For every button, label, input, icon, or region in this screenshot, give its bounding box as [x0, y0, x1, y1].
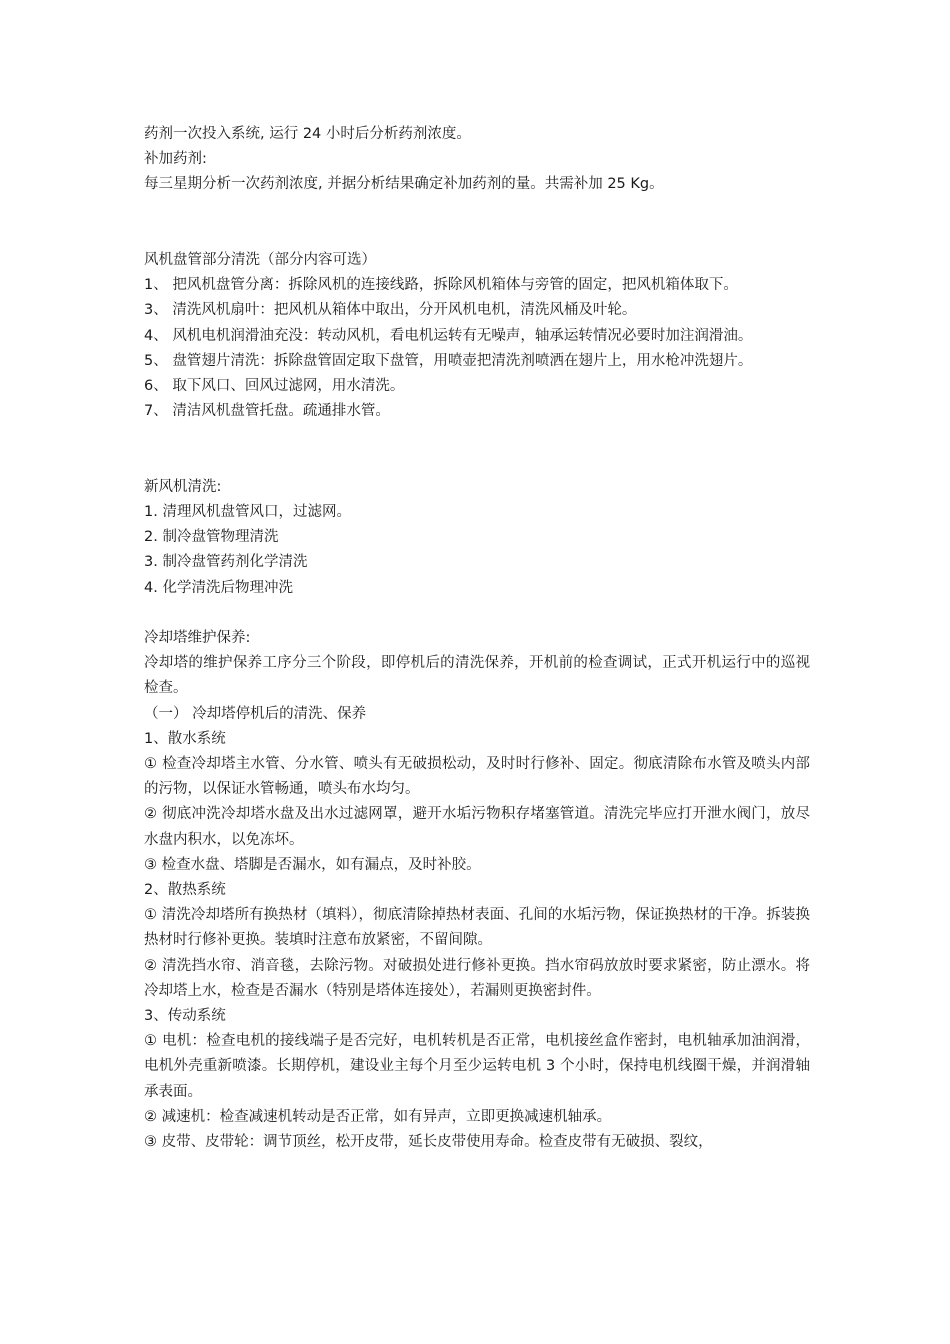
spacer — [144, 601, 810, 626]
tower-spray-item-2: ② 彻底冲洗冷却塔水盘及出水过滤网罩，避开水垢污物积存堵塞管道。清洗完毕应打开泄水阀门，放尽水盘内积水，以免冻坏。 — [144, 806, 810, 848]
fancoil-item-1: 1、 把风机盘管分离：拆除风机的连接线路，拆除风机箱体与旁管的固定，把风机箱体取下。 — [144, 277, 738, 294]
dosing-text-1: 药剂一次投入系统, 运行 24 小时后分析药剂浓度。 — [144, 126, 471, 142]
dosing-heading: 补加药剂: — [144, 151, 207, 168]
tower-heading-drive: 3、传动系统 — [144, 1008, 226, 1025]
tower-heading-heat: 2、散热系统 — [144, 882, 226, 899]
fancoil-item-4: 4、 风机电机润滑油充没：转动风机，看电机运转有无噪声，轴承运转情况必要时加注润滑油。 — [144, 327, 753, 344]
newfan-item-3: 3. 制冷盘管药剂化学清洗 — [144, 554, 308, 571]
tower-heat-item-1: ① 清洗冷却塔所有换热材（填料），彻底清除掉热材表面、孔间的水垢污物，保证换热材的干净。拆装换热材时行修补更换。装填时注意布放紧密，不留间隙。 — [144, 907, 810, 949]
spacer — [144, 198, 810, 248]
tower-drive-item-1: ① 电机：检查电机的接线端子是否完好，电机转机是否正常，电机接丝盒作密封，电机轴承加油润滑，电机外壳重新喷漆。长期停机，建设业主每个月至少运转电机 3 个小时，保持电机线圈干燥，并润滑轴承表面。 — [144, 1033, 810, 1100]
tower-heading-spray: 1、散水系统 — [144, 730, 226, 747]
fancoil-item-6: 6、 取下风口、回风过滤网，用水清洗。 — [144, 378, 405, 395]
tower-title: 冷却塔维护保养: — [144, 630, 251, 647]
spacer — [144, 424, 810, 474]
newfan-title: 新风机清洗: — [144, 478, 222, 495]
tower-spray-item-1: ① 检查冷却塔主水管、分水管、喷头有无破损松动，及时时行修补、固定。彻底清除布水管及喷头内部的污物，以保证水管畅通，喷头布水均匀。 — [144, 756, 810, 798]
fancoil-item-7: 7、 清洁风机盘管托盘。疏通排水管。 — [144, 403, 390, 420]
fancoil-item-5: 5、 盘管翅片清洗：拆除盘管固定取下盘管，用喷壶把清洗剂喷洒在翅片上，用水枪冲洗翅片。 — [144, 352, 753, 369]
tower-subheading-1: （一） 冷却塔停机后的清洗、保养 — [144, 705, 367, 722]
newfan-item-4: 4. 化学清洗后物理冲洗 — [144, 579, 293, 596]
fancoil-item-3: 3、 清洗风机扇叶：把风机从箱体中取出，分开风机电机，清洗风桶及叶轮。 — [144, 302, 637, 319]
tower-heat-item-2: ② 清洗挡水帘、消音毯，去除污物。对破损处进行修补更换。挡水帘码放放时要求紧密，防止漂水。将冷却塔上水，检查是否漏水（特别是塔体连接处），若漏则更换密封件。 — [144, 957, 810, 999]
tower-intro: 冷却塔的维护保养工序分三个阶段，即停机后的清洗保养，开机前的检查调试，正式开机运行中的巡视检查。 — [144, 655, 810, 697]
fancoil-title: 风机盘管部分清洗（部分内容可选） — [144, 252, 376, 268]
newfan-item-1: 1. 清理风机盘管风口，过滤网。 — [144, 504, 351, 521]
tower-drive-item-2: ② 减速机：检查减速机转动是否正常，如有异声，立即更换减速机轴承。 — [144, 1108, 612, 1125]
document-page — [144, 122, 810, 1155]
tower-spray-item-3: ③ 检查水盘、塔脚是否漏水，如有漏点，及时补胶。 — [144, 856, 481, 873]
newfan-item-2: 2. 制冷盘管物理清洗 — [144, 529, 279, 546]
tower-drive-item-3: ③ 皮带、皮带轮：调节顶丝，松开皮带，延长皮带使用寿命。检查皮带有无破损、裂纹， — [144, 1134, 713, 1151]
dosing-text-2: 每三星期分析一次药剂浓度, 并据分析结果确定补加药剂的量。共需补加 25 Kg。 — [144, 176, 664, 193]
